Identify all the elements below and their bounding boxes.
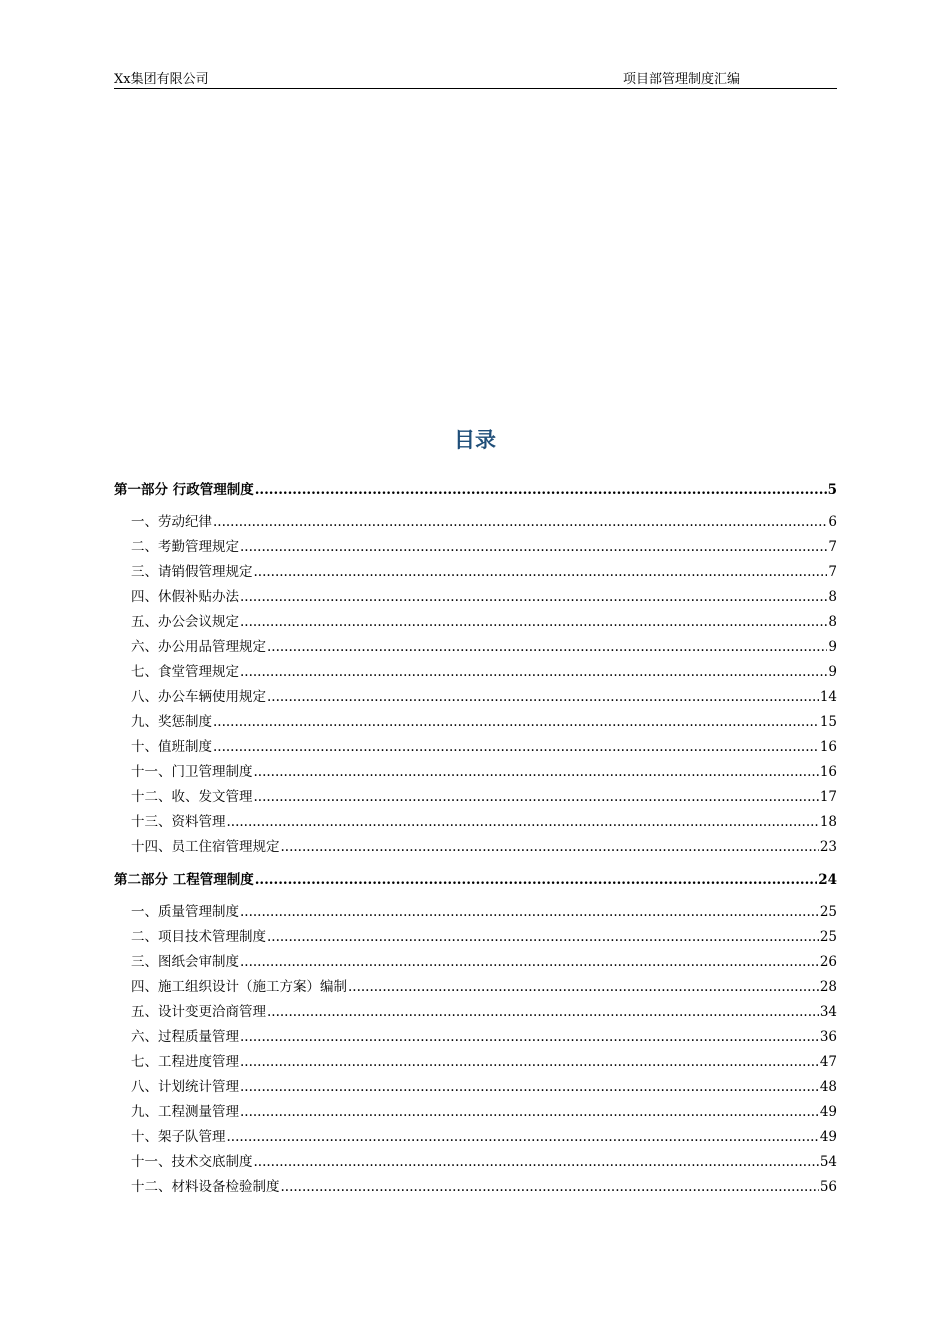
toc-entry-label: 十二、收、发文管理 — [131, 789, 253, 805]
toc-entry-page: 48 — [819, 1079, 837, 1095]
toc-leader-dots — [213, 735, 819, 760]
toc-part-1-items — [114, 510, 837, 860]
toc-part-label: 第一部分 行政管理制度 — [114, 482, 254, 498]
toc-entry[interactable] — [114, 1100, 837, 1125]
toc-entry-page: 49 — [819, 1129, 837, 1145]
table-of-contents — [114, 474, 837, 1200]
toc-entry-page: 49 — [819, 1104, 837, 1120]
toc-leader-dots — [254, 1150, 819, 1175]
toc-leader-dots — [240, 610, 827, 635]
page-header — [114, 68, 837, 89]
toc-entry-label: 六、办公用品管理规定 — [131, 639, 266, 655]
toc-entry-label: 二、项目技术管理制度 — [131, 929, 266, 945]
toc-entry[interactable] — [114, 1050, 837, 1075]
toc-leader-dots — [255, 476, 827, 505]
toc-leader-dots — [348, 975, 819, 1000]
toc-entry-label: 六、过程质量管理 — [131, 1029, 239, 1045]
toc-entry-label: 三、图纸会审制度 — [131, 954, 239, 970]
toc-entry[interactable] — [114, 950, 837, 975]
toc-entry[interactable] — [114, 535, 837, 560]
toc-entry[interactable] — [114, 560, 837, 585]
toc-leader-dots — [240, 1075, 819, 1100]
toc-entry-page: 8 — [828, 614, 837, 630]
toc-entry-label: 一、质量管理制度 — [131, 904, 239, 920]
toc-entry[interactable] — [114, 1000, 837, 1025]
toc-entry-page: 15 — [819, 714, 837, 730]
toc-leader-dots — [240, 660, 827, 685]
toc-entry-page: 6 — [828, 514, 837, 530]
toc-entry-page: 54 — [819, 1154, 837, 1170]
toc-leader-dots — [240, 950, 819, 975]
toc-entry-label: 十一、门卫管理制度 — [131, 764, 253, 780]
toc-entry-page: 56 — [819, 1179, 837, 1195]
toc-entry[interactable] — [114, 1150, 837, 1175]
toc-entry[interactable] — [114, 925, 837, 950]
toc-leader-dots — [240, 1100, 819, 1125]
toc-entry-label: 十四、员工住宿管理规定 — [131, 839, 280, 855]
toc-entry-page: 8 — [828, 589, 837, 605]
toc-leader-dots — [267, 1000, 819, 1025]
toc-entry-page: 23 — [819, 839, 837, 855]
toc-entry-label: 五、办公会议规定 — [131, 614, 239, 630]
toc-entry-page: 25 — [819, 929, 837, 945]
toc-entry-label: 十、值班制度 — [131, 739, 212, 755]
toc-leader-dots — [240, 900, 819, 925]
toc-entry-page: 25 — [819, 904, 837, 920]
toc-entry[interactable] — [114, 810, 837, 835]
toc-entry[interactable] — [114, 900, 837, 925]
toc-leader-dots — [267, 685, 819, 710]
company-name: Xx集团有限公司 — [114, 72, 209, 87]
toc-entry-label: 九、奖惩制度 — [131, 714, 212, 730]
toc-entry[interactable] — [114, 610, 837, 635]
toc-entry-page: 18 — [819, 814, 837, 830]
toc-leader-dots — [254, 560, 828, 585]
toc-entry[interactable] — [114, 735, 837, 760]
toc-leader-dots — [267, 925, 819, 950]
toc-leader-dots — [213, 510, 827, 535]
toc-leader-dots — [255, 866, 818, 895]
toc-entry-label: 八、计划统计管理 — [131, 1079, 239, 1095]
toc-part-label: 第二部分 工程管理制度 — [114, 872, 254, 888]
toc-part-2[interactable] — [114, 866, 837, 895]
toc-entry[interactable] — [114, 1175, 837, 1200]
toc-entry-label: 十一、技术交底制度 — [131, 1154, 253, 1170]
toc-entry-page: 47 — [819, 1054, 837, 1070]
toc-entry[interactable] — [114, 760, 837, 785]
toc-entry-label: 四、休假补贴办法 — [131, 589, 239, 605]
toc-entry[interactable] — [114, 1125, 837, 1150]
document-title: 项目部管理制度汇编 — [623, 72, 741, 87]
toc-entry[interactable] — [114, 1075, 837, 1100]
toc-entry-label: 五、设计变更洽商管理 — [131, 1004, 266, 1020]
toc-entry-label: 三、请销假管理规定 — [131, 564, 253, 580]
toc-leader-dots — [240, 535, 827, 560]
toc-entry-label: 十、架子队管理 — [131, 1129, 226, 1145]
toc-title: 目录 — [454, 428, 496, 452]
toc-entry-page: 34 — [819, 1004, 837, 1020]
toc-entry-label: 七、食堂管理规定 — [131, 664, 239, 680]
toc-entry[interactable] — [114, 835, 837, 860]
toc-entry-page: 26 — [819, 954, 837, 970]
toc-entry-label: 十二、材料设备检验制度 — [131, 1179, 280, 1195]
toc-entry-label: 八、办公车辆使用规定 — [131, 689, 266, 705]
toc-leader-dots — [240, 1050, 819, 1075]
toc-page-number: 5 — [827, 482, 837, 498]
toc-leader-dots — [240, 585, 827, 610]
toc-entry-page: 16 — [819, 739, 837, 755]
toc-entry-label: 九、工程测量管理 — [131, 1104, 239, 1120]
toc-entry[interactable] — [114, 635, 837, 660]
toc-entry-page: 7 — [828, 564, 837, 580]
toc-part-1[interactable] — [114, 476, 837, 505]
toc-entry[interactable] — [114, 685, 837, 710]
toc-leader-dots — [227, 1125, 819, 1150]
toc-leader-dots — [227, 810, 819, 835]
toc-entry-page: 16 — [819, 764, 837, 780]
toc-entry[interactable] — [114, 510, 837, 535]
toc-leader-dots — [281, 1175, 819, 1200]
toc-leader-dots — [240, 1025, 819, 1050]
toc-entry[interactable] — [114, 1025, 837, 1050]
toc-entry-page: 14 — [819, 689, 837, 705]
toc-entry-page: 36 — [819, 1029, 837, 1045]
toc-page-number: 24 — [818, 872, 837, 888]
toc-entry-page: 7 — [828, 539, 837, 555]
toc-entry-label: 七、工程进度管理 — [131, 1054, 239, 1070]
toc-leader-dots — [267, 635, 827, 660]
toc-leader-dots — [213, 710, 819, 735]
toc-leader-dots — [254, 785, 819, 810]
toc-leader-dots — [281, 835, 819, 860]
toc-entry-label: 二、考勤管理规定 — [131, 539, 239, 555]
toc-entry-page: 9 — [828, 639, 837, 655]
toc-part-2-items — [114, 900, 837, 1200]
toc-entry[interactable] — [114, 585, 837, 610]
toc-entry-page: 17 — [819, 789, 837, 805]
toc-entry[interactable] — [114, 785, 837, 810]
toc-entry-label: 一、劳动纪律 — [131, 514, 212, 530]
toc-entry-label: 四、施工组织设计（施工方案）编制 — [131, 979, 347, 995]
toc-entry[interactable] — [114, 975, 837, 1000]
toc-entry-page: 9 — [828, 664, 837, 680]
toc-entry[interactable] — [114, 660, 837, 685]
toc-entry-page: 28 — [819, 979, 837, 995]
toc-entry-label: 十三、资料管理 — [131, 814, 226, 830]
toc-leader-dots — [254, 760, 819, 785]
toc-entry[interactable] — [114, 710, 837, 735]
